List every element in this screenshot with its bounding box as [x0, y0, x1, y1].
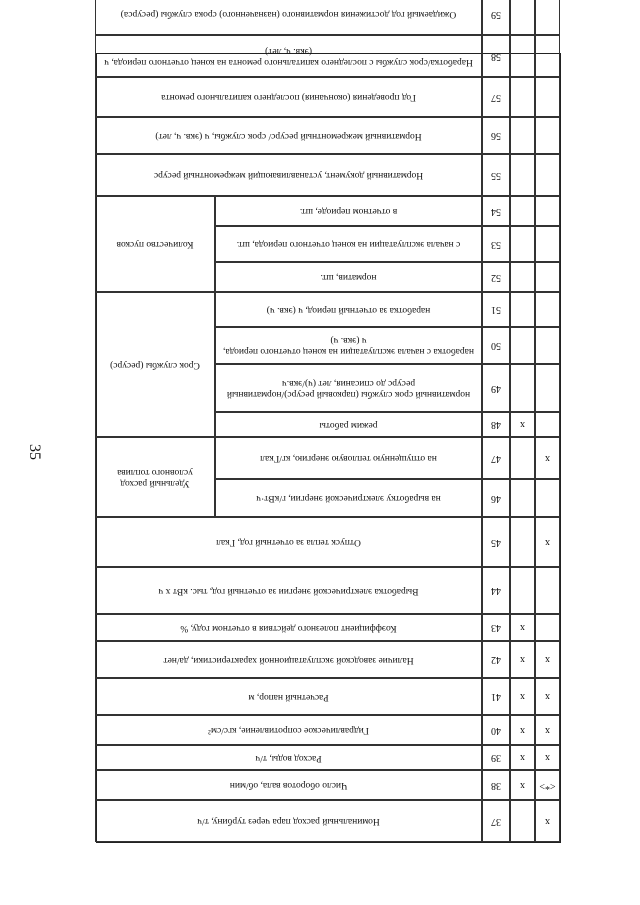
row-label: режим работы: [215, 412, 482, 437]
cell-mark-a: [510, 364, 535, 412]
group-header: Срок службы (ресурс): [95, 292, 215, 437]
cell-mark-b: х: [535, 678, 560, 715]
cell-mark-b: [535, 412, 560, 437]
row-number: 39: [482, 745, 510, 770]
cell-mark-b: х: [535, 715, 560, 745]
cell-mark-b: [535, 614, 560, 641]
cell-mark-a: [510, 567, 535, 614]
row-label: Гидравлическое сопротивление, кгс/см²: [95, 715, 482, 745]
page-number: 35: [26, 444, 43, 460]
row-label: Ожидаемый год достижения нормативного (назначенного) срока службы (ресурса): [95, 0, 482, 35]
cell-mark-a: [510, 196, 535, 226]
cell-mark-b: х: [535, 800, 560, 842]
cell-mark-b: [535, 327, 560, 364]
parameters-table: [96, 8, 561, 843]
cell-mark-b: х: [535, 745, 560, 770]
row-number: 43: [482, 614, 510, 641]
cell-mark-b: [535, 567, 560, 614]
cell-mark-a: [510, 292, 535, 327]
row-label: норматив, шт.: [215, 262, 482, 292]
cell-mark-a: [510, 0, 535, 35]
cell-mark-a: х: [510, 770, 535, 800]
cell-mark-a: х: [510, 678, 535, 715]
cell-mark-a: х: [510, 614, 535, 641]
row-number: 38: [482, 770, 510, 800]
row-label: наработка за отчетный период, ч (экв. ч): [215, 292, 482, 327]
row-number: 58: [482, 35, 510, 77]
row-number: 49: [482, 364, 510, 412]
row-number: 55: [482, 154, 510, 196]
cell-mark-a: х: [510, 641, 535, 678]
row-number: 50: [482, 327, 510, 364]
row-number: 41: [482, 678, 510, 715]
row-label: Номинальный расход пара через турбину, т/ч: [95, 800, 482, 842]
row-label: наработка с начала эксплуатации на конец отчетного периода, ч (экв. ч): [215, 327, 482, 364]
row-label: Наработка/срок службы с последнего капитального ремонта на конец отчетного периода, ч (экв. ч, лет): [95, 35, 482, 77]
row-number: 59: [482, 0, 510, 35]
cell-mark-a: [510, 327, 535, 364]
cell-mark-a: х: [510, 412, 535, 437]
cell-mark-a: [510, 479, 535, 517]
row-label: Нормативный межремонтный ресурс/ срок службы, ч (экв. ч, лет): [95, 117, 482, 154]
cell-mark-b: х: [535, 437, 560, 479]
group-header: Удельный расход условного топлива: [95, 437, 215, 517]
row-label: на отпущенную тепловую энергию, кг/Гкал: [215, 437, 482, 479]
cell-mark-a: [510, 117, 535, 154]
row-label: Отпуск тепла за отчетный год, Гкал: [95, 517, 482, 567]
cell-mark-b: х: [535, 517, 560, 567]
cell-mark-b: [535, 0, 560, 35]
row-number: 57: [482, 77, 510, 117]
cell-mark-b: [535, 35, 560, 77]
cell-mark-a: х: [510, 715, 535, 745]
cell-mark-b: [535, 479, 560, 517]
cell-mark-b: х: [535, 641, 560, 678]
row-number: 37: [482, 800, 510, 842]
row-number: 44: [482, 567, 510, 614]
cell-mark-b: [535, 196, 560, 226]
row-label: с начала эксплуатации на конец отчетного периода, шт.: [215, 226, 482, 262]
cell-mark-a: [510, 262, 535, 292]
cell-mark-b: [535, 226, 560, 262]
row-number: 45: [482, 517, 510, 567]
row-number: 40: [482, 715, 510, 745]
cell-mark-b: [535, 117, 560, 154]
row-number: 52: [482, 262, 510, 292]
row-number: 46: [482, 479, 510, 517]
row-label: Нормативный документ, устанавливающий межремонтный ресурс: [95, 154, 482, 196]
cell-mark-a: [510, 800, 535, 842]
row-number: 53: [482, 226, 510, 262]
cell-mark-b: [535, 77, 560, 117]
row-number: 51: [482, 292, 510, 327]
group-header: Количество пусков: [95, 196, 215, 292]
row-label: в отчетном периоде, шт.: [215, 196, 482, 226]
cell-mark-a: [510, 77, 535, 117]
row-label: Расчетный напор, м: [95, 678, 482, 715]
cell-mark-a: [510, 226, 535, 262]
cell-mark-b: [535, 364, 560, 412]
cell-mark-a: [510, 437, 535, 479]
row-number: 56: [482, 117, 510, 154]
row-label: на выработку электрической энергии, г/кВт·ч: [215, 479, 482, 517]
row-label: Год проведения (окончания) последнего капитального ремонта: [95, 77, 482, 117]
row-label: Число оборотов вала, об/мин: [95, 770, 482, 800]
row-number: 47: [482, 437, 510, 479]
cell-mark-b: [535, 262, 560, 292]
row-label: Выработка электрической энергии за отчетный год, тыс. кВт х ч: [95, 567, 482, 614]
row-label: Коэффициент полезного действия в отчетном году, %: [95, 614, 482, 641]
cell-mark-a: х: [510, 745, 535, 770]
row-number: 42: [482, 641, 510, 678]
row-label: Расход воды, т/ч: [95, 745, 482, 770]
row-label: Наличие заводской эксплуатационной характеристики, да/нет: [95, 641, 482, 678]
row-number: 54: [482, 196, 510, 226]
cell-mark-a: [510, 154, 535, 196]
cell-mark-b: <*>: [535, 770, 560, 800]
row-number: 48: [482, 412, 510, 437]
cell-mark-a: [510, 517, 535, 567]
cell-mark-a: [510, 35, 535, 77]
cell-mark-b: [535, 154, 560, 196]
row-label: нормативный срок службы (парковый ресурс)/нормативный ресурс до списания, лет (ч)/экв.ч: [215, 364, 482, 412]
cell-mark-b: [535, 292, 560, 327]
